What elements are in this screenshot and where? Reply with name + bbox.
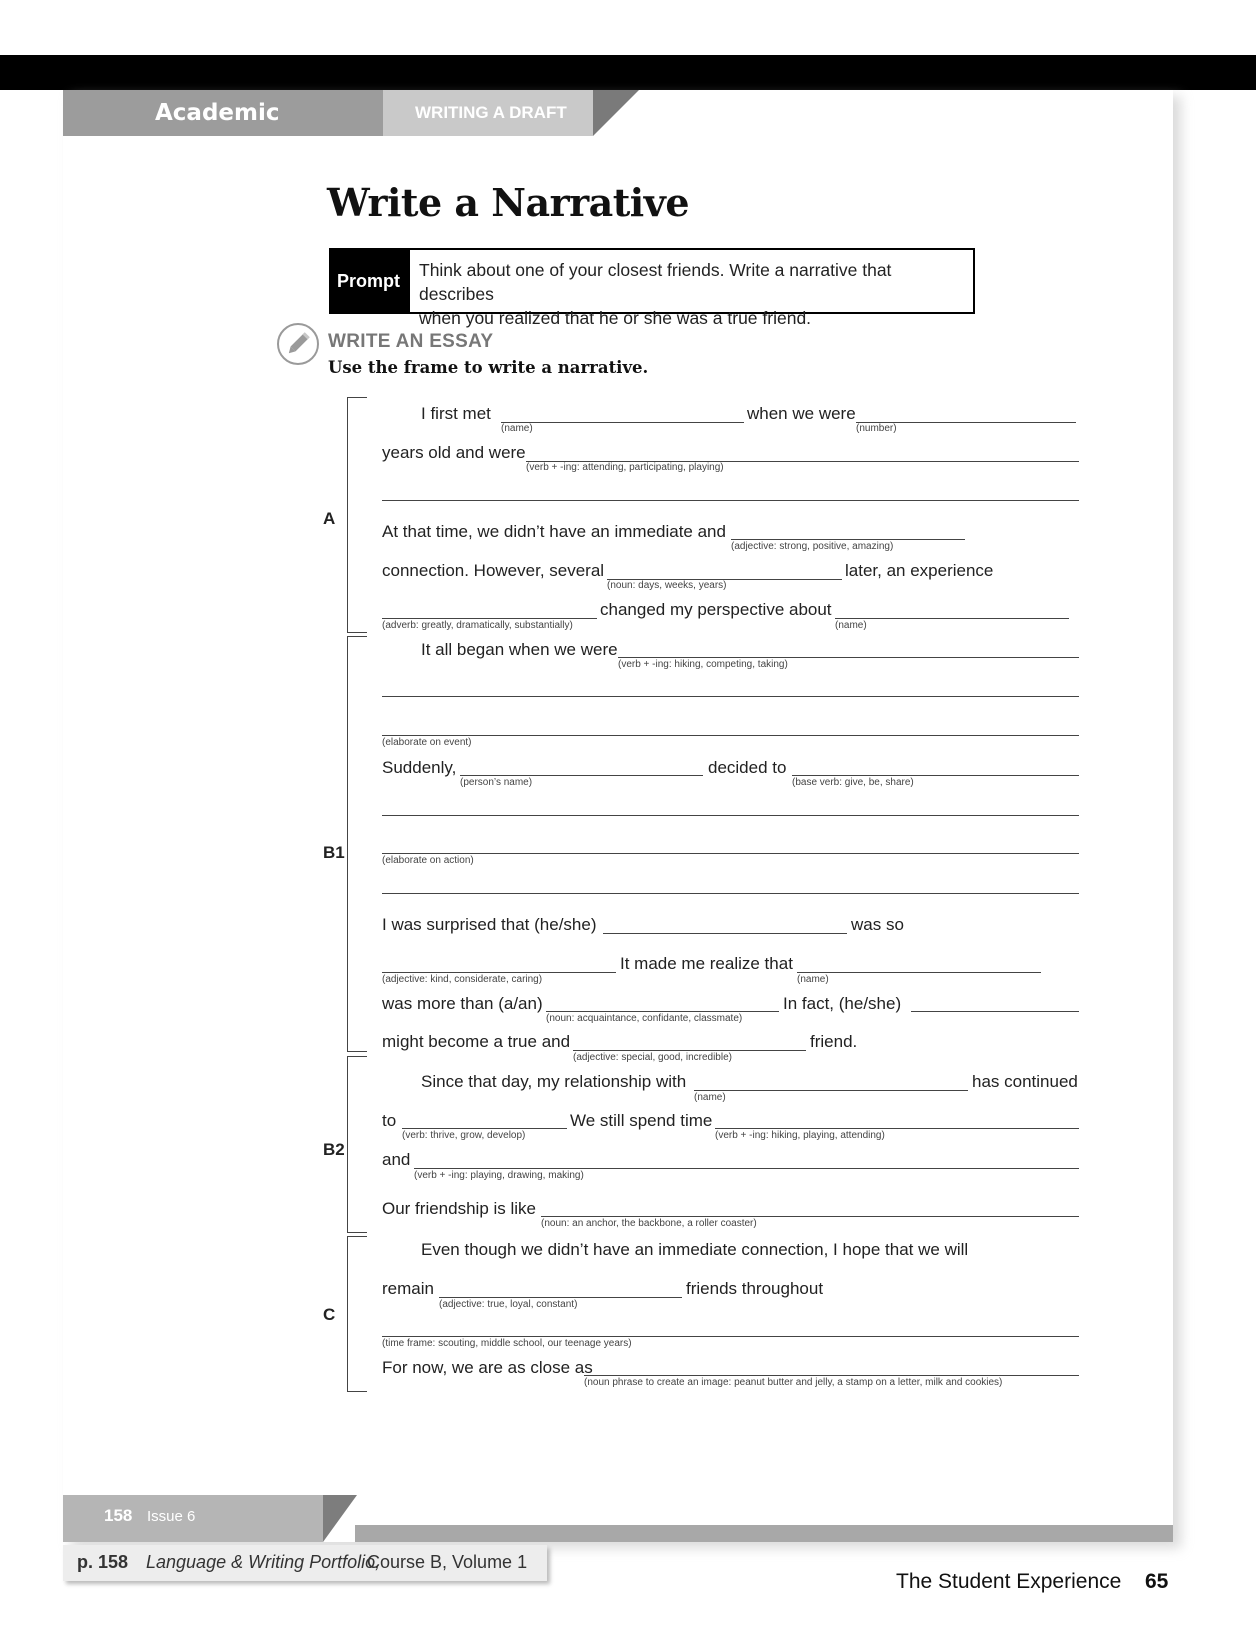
frame-text: might become a true and: [382, 1032, 571, 1051]
frame-text: has continued: [972, 1072, 1078, 1091]
blank-hint: (elaborate on event): [382, 737, 472, 748]
blank-line[interactable]: [797, 972, 1041, 973]
blank-hint: (adjective: special, good, incredible): [573, 1052, 732, 1063]
frame-text: was so: [851, 915, 904, 934]
frame-text: For now, we are as close as: [382, 1358, 593, 1377]
footer-issue: Issue 6: [147, 1508, 196, 1525]
blank-line[interactable]: [382, 618, 597, 619]
frame-text: friend.: [810, 1032, 858, 1051]
frame-text: connection. However, several: [382, 561, 605, 580]
frame-text: was more than (a/an): [382, 994, 543, 1013]
section-label-c: C: [323, 1305, 336, 1324]
essay-instruction: Use the frame to write a narrative.: [328, 358, 649, 377]
blank-hint: (adverb: greatly, dramatically, substantially): [382, 620, 573, 631]
blank-hint: (verb + -ing: hiking, playing, attending): [715, 1130, 885, 1141]
blank-hint: (verb + -ing: hiking, competing, taking): [618, 659, 788, 670]
blank-line[interactable]: [414, 1168, 1079, 1169]
frame-text: and: [382, 1150, 411, 1169]
frame-text: It made me realize that: [620, 954, 793, 973]
blank-line[interactable]: [382, 853, 1079, 854]
prompt-text: [419, 258, 964, 330]
frame-text: At that time, we didn’t have an immediate and: [382, 522, 726, 541]
blank-line[interactable]: [402, 1128, 567, 1129]
blank-line[interactable]: [382, 735, 1079, 736]
frame-text: Since that day, my relationship with: [421, 1072, 687, 1091]
prompt-box: [329, 248, 975, 328]
source-course: Course B, Volume 1: [367, 1552, 528, 1572]
source-book-title: Language & Writing Portfolio,: [146, 1552, 381, 1572]
footer-bar: [355, 1525, 1173, 1542]
blank-hint: (noun phrase to create an image: peanut butter and jelly, a stamp on a letter, milk and cookies): [584, 1377, 1003, 1388]
blank-line[interactable]: [603, 933, 847, 934]
blank-line[interactable]: [715, 1128, 1079, 1129]
prompt-label: Prompt: [331, 250, 410, 312]
blank-line[interactable]: [792, 775, 1079, 776]
frame-text: years old and were: [382, 443, 526, 462]
blank-hint: (time frame: scouting, middle school, our teenage years): [382, 1338, 632, 1349]
frame-text: We still spend time: [570, 1111, 713, 1130]
frame-text: Even though we didn’t have an immediate connection, I hope that we will: [421, 1240, 969, 1259]
blank-hint: (noun: days, weeks, years): [607, 580, 727, 591]
frame-text: friends throughout: [686, 1279, 824, 1298]
tab-corner: [593, 90, 639, 136]
bracket-c: [347, 1236, 367, 1392]
blank-line[interactable]: [835, 618, 1069, 619]
blank-line[interactable]: [618, 657, 1079, 658]
section-label-b1: B1: [323, 843, 345, 862]
blank-hint: (name): [835, 620, 867, 631]
frame-text: I was surprised that (he/she): [382, 915, 597, 934]
blank-line[interactable]: [382, 893, 1079, 894]
blank-hint: (name): [797, 974, 829, 985]
blank-line[interactable]: [382, 972, 616, 973]
frame-text: changed my perspective about: [600, 600, 832, 619]
pencil-icon: [277, 323, 319, 365]
essay-heading: WRITE AN ESSAY: [328, 331, 494, 352]
blank-line[interactable]: [501, 422, 744, 423]
section-label-b2: B2: [323, 1140, 345, 1159]
top-black-bar: [0, 55, 1256, 90]
corner-title: The Student Experience: [896, 1570, 1122, 1593]
blank-line[interactable]: [584, 1375, 1079, 1376]
blank-hint: (elaborate on action): [382, 855, 474, 866]
blank-hint: (verb: thrive, grow, develop): [402, 1130, 526, 1141]
frame-text: later, an experience: [845, 561, 994, 580]
frame-text: to: [382, 1111, 397, 1130]
frame-text: In fact, (he/she): [783, 994, 902, 1013]
blank-line[interactable]: [694, 1090, 968, 1091]
bracket-b1: [347, 636, 367, 1052]
blank-line[interactable]: [382, 500, 1079, 501]
section-label-a: A: [323, 509, 336, 528]
blank-hint: (person’s name): [460, 777, 533, 788]
frame-text: decided to: [708, 758, 787, 777]
blank-hint: (name): [501, 423, 533, 434]
footer-page-number: 158: [104, 1506, 133, 1525]
blank-hint: (noun: acquaintance, confidante, classmate): [546, 1013, 743, 1024]
footer-corner: [323, 1495, 357, 1542]
blank-line[interactable]: [460, 775, 703, 776]
blank-hint: (adjective: true, loyal, constant): [439, 1299, 578, 1310]
section-tab: Academic Writing: [63, 90, 383, 136]
blank-hint: (verb + -ing: attending, participating, playing): [526, 462, 724, 473]
blank-line[interactable]: [731, 539, 965, 540]
frame-text: Our friendship is like: [382, 1199, 537, 1218]
blank-line[interactable]: [911, 1011, 1079, 1012]
frame-text: remain: [382, 1279, 434, 1298]
blank-line[interactable]: [573, 1050, 806, 1051]
blank-line[interactable]: [382, 696, 1079, 697]
blank-hint: (name): [694, 1092, 726, 1103]
blank-line[interactable]: [439, 1297, 682, 1298]
prompt-line-1: Think about one of your closest friends. Write a narrative that describes: [419, 260, 892, 304]
prompt-line-2: when you realized that he or she was a true friend.: [419, 308, 812, 328]
page-title: Write a Narrative: [327, 180, 689, 225]
frame-text: Suddenly,: [382, 758, 457, 777]
blank-line[interactable]: [541, 1216, 1079, 1217]
blank-line[interactable]: [382, 1336, 1079, 1337]
blank-line[interactable]: [546, 1011, 779, 1012]
blank-hint: (noun: an anchor, the backbone, a roller coaster): [541, 1218, 757, 1229]
source-page-ref: p. 158: [77, 1552, 129, 1572]
frame-text: when we were: [747, 404, 856, 423]
frame-text: I first met: [421, 404, 491, 423]
blank-line[interactable]: [382, 815, 1079, 816]
blank-hint: (number): [856, 423, 897, 434]
bracket-b2: [347, 1056, 367, 1233]
bracket-a: [347, 397, 367, 633]
blank-hint: (verb + -ing: playing, drawing, making): [414, 1170, 584, 1181]
frame-text: It all began when we were: [421, 640, 618, 659]
blank-hint: (adjective: strong, positive, amazing): [731, 541, 894, 552]
blank-hint: (adjective: kind, considerate, caring): [382, 974, 543, 985]
blank-hint: (base verb: give, be, share): [792, 777, 914, 788]
subsection-tab: WRITING A DRAFT: [383, 90, 593, 136]
corner-page-number: 65: [1145, 1570, 1169, 1593]
